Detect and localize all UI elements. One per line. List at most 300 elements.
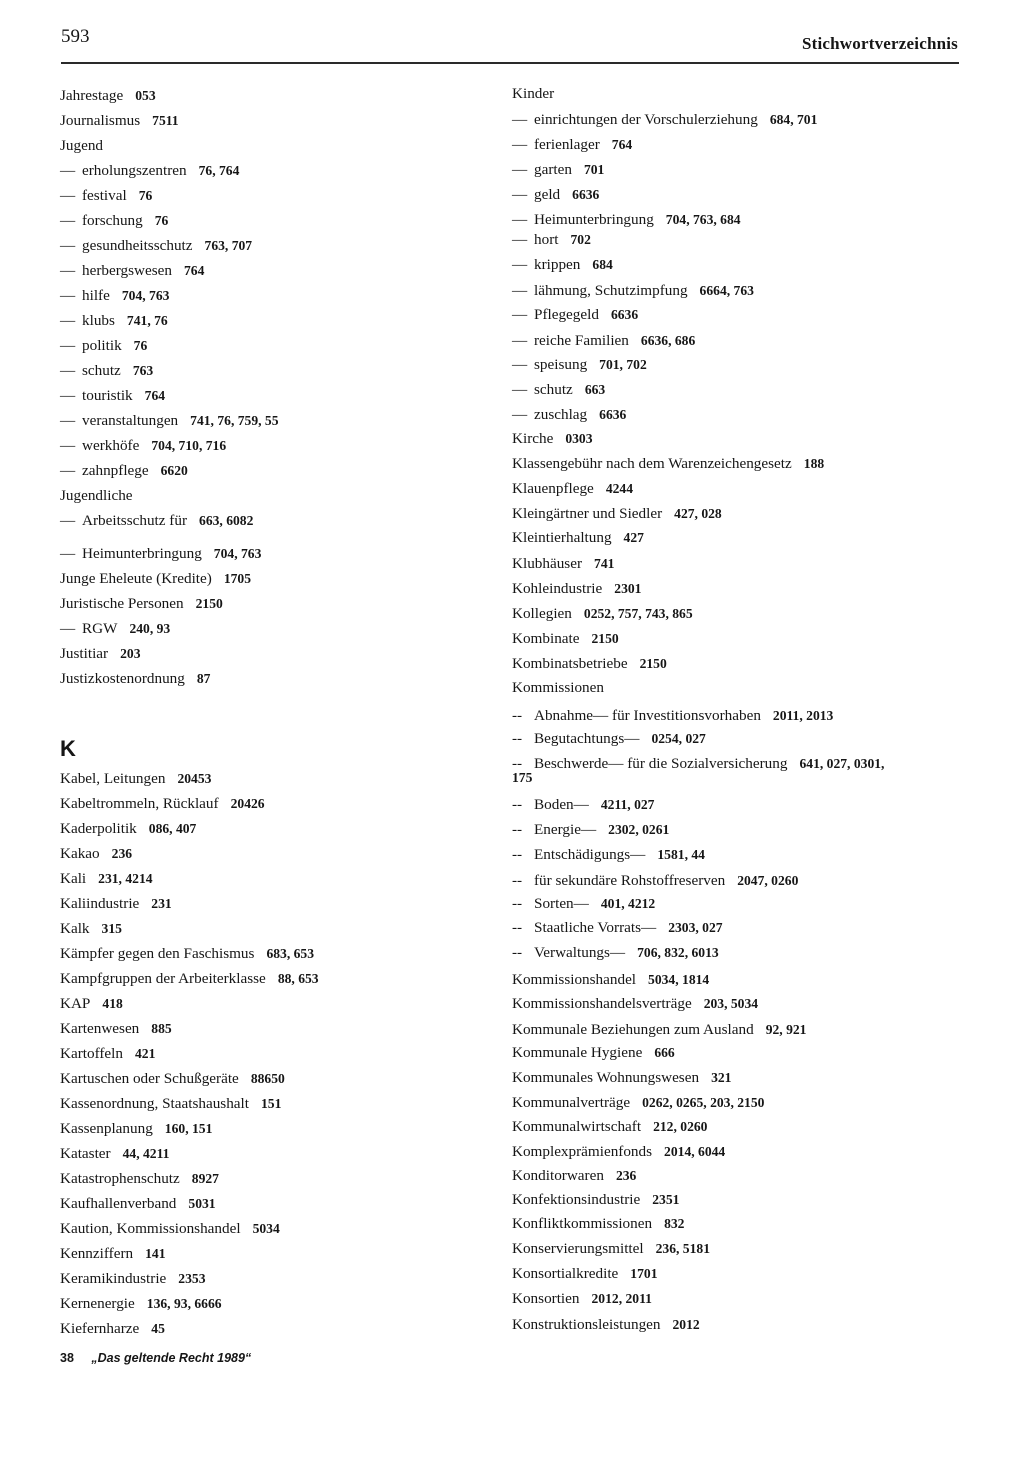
entry-pages: 88, 653 <box>277 971 319 986</box>
entry-term: Kleingärtner und Siedler <box>512 505 663 522</box>
entry-pages: 45 <box>151 1321 165 1336</box>
entry-term: Entschädigungs— <box>534 846 646 863</box>
entry-pages: 1705 <box>223 571 251 586</box>
index-entry <box>60 1269 205 1289</box>
entry-pages: 764 <box>611 137 633 152</box>
entry-pages: 885 <box>151 1021 172 1036</box>
entry-term: Katastrophenschutz <box>60 1170 180 1187</box>
entry-term: Journalismus <box>60 112 141 129</box>
entry-term: Kartuschen oder Schußgeräte <box>60 1070 239 1087</box>
sub-entry-dash: — <box>60 462 76 479</box>
index-entry <box>60 944 314 964</box>
index-entry <box>512 918 723 938</box>
index-entry <box>512 579 641 599</box>
entry-term: touristik <box>82 387 133 404</box>
entry-pages: 7511 <box>152 113 179 128</box>
entry-pages: 4211, 027 <box>600 797 655 812</box>
entry-term: KAP <box>60 995 91 1012</box>
entry-term: Kalk <box>60 920 90 937</box>
index-entry <box>60 386 165 406</box>
entry-term: Kleintierhaltung <box>512 529 612 546</box>
index-entry <box>512 1093 764 1113</box>
index-entry <box>512 160 604 180</box>
entry-pages: 2301 <box>614 581 642 596</box>
index-entry <box>512 230 591 250</box>
entry-pages: 1701 <box>630 1266 658 1281</box>
entry-pages: 315 <box>101 921 122 936</box>
index-entry <box>60 994 123 1014</box>
section-title: Stichwortverzeichnis <box>801 34 958 53</box>
entry-term: Kassenordnung, Staatshaushalt <box>60 1095 249 1112</box>
entry-pages: 76 <box>154 213 169 228</box>
index-entry <box>512 994 758 1014</box>
entry-term: Kartoffeln <box>60 1045 123 1062</box>
index-entry <box>60 569 251 589</box>
entry-term: Beschwerde— für die Sozialversicherung <box>534 755 788 772</box>
index-entry <box>60 1169 219 1189</box>
index-entry <box>512 678 604 698</box>
entry-term: festival <box>82 187 127 204</box>
entry-term: geld <box>534 186 561 203</box>
entry-pages: 2303, 027 <box>668 920 723 935</box>
entry-pages: 203, 5034 <box>703 996 759 1011</box>
sub-entry-dash: — <box>60 187 76 204</box>
index-entry <box>512 654 667 674</box>
entry-term: Justitiar <box>60 645 109 662</box>
index-entry <box>512 255 613 275</box>
entry-term: Kommunale Hygiene <box>512 1044 643 1061</box>
sub-entry-dash: — <box>60 412 76 429</box>
entry-pages: 231 <box>151 896 172 911</box>
index-entry <box>60 136 103 156</box>
footer-sheet-number: 38 <box>60 1351 74 1365</box>
index-entry <box>512 1020 806 1040</box>
entry-term: erholungszentren <box>82 162 187 179</box>
index-entry <box>60 311 168 331</box>
index-entry <box>512 554 614 574</box>
letter-heading <box>60 736 76 762</box>
entry-term: veranstaltungen <box>82 412 179 429</box>
sub-entry-dash: -- <box>512 730 523 747</box>
index-entry <box>60 844 132 864</box>
index-entry <box>60 336 147 356</box>
entry-pages: 427, 028 <box>674 506 722 521</box>
entry-pages: 666 <box>654 1045 675 1060</box>
index-entry <box>512 706 833 726</box>
index-entry <box>512 1264 657 1284</box>
sub-entry-dash: — <box>60 212 76 229</box>
entry-pages: 421 <box>134 1046 156 1061</box>
index-entry <box>60 919 122 939</box>
entry-pages: 212, 0260 <box>653 1119 708 1134</box>
index-entry <box>60 1319 165 1339</box>
entry-term: Jugend <box>60 137 104 154</box>
entry-pages: 160, 151 <box>164 1121 213 1136</box>
entry-pages: 4244 <box>605 481 633 496</box>
sub-entry-dash: — <box>512 306 528 323</box>
index-entry <box>512 1239 710 1259</box>
index-entry <box>60 161 239 181</box>
entry-pages: 701, 702 <box>599 357 647 372</box>
entry-pages: 87 <box>196 671 211 686</box>
entry-pages: 763, 707 <box>204 238 253 253</box>
entry-term: Klassengebühr nach dem Warenzeichengesetz <box>512 455 792 472</box>
entry-pages-continued: 175 <box>512 770 533 785</box>
entry-term: Konsortialkredite <box>512 1265 619 1282</box>
index-entry <box>512 135 632 155</box>
entry-term: hort <box>534 231 559 248</box>
index-entry <box>512 84 554 104</box>
sub-entry-dash: — <box>512 161 528 178</box>
entry-pages: 0262, 0265, 203, 2150 <box>642 1095 765 1110</box>
entry-pages: 76 <box>138 188 153 203</box>
entry-pages: 231, 4214 <box>98 871 153 886</box>
index-entry <box>512 1068 731 1088</box>
sub-entry-dash: — <box>512 381 528 398</box>
entry-term: Arbeitsschutz für <box>82 512 188 529</box>
entry-pages: 2150 <box>195 596 223 611</box>
entry-term: reiche Familien <box>534 332 629 349</box>
index-entry <box>512 845 705 865</box>
index-entry <box>60 436 226 456</box>
index-entry <box>60 669 210 689</box>
entry-term: Kaderpolitik <box>60 820 137 837</box>
entry-term: Kampfgruppen der Arbeiterklasse <box>60 970 266 987</box>
entry-term: Kartenwesen <box>60 1020 140 1037</box>
index-entry <box>512 1289 652 1309</box>
entry-term: Kirche <box>512 430 554 447</box>
sub-entry-dash: — <box>60 312 76 329</box>
entry-term: Juristische Personen <box>60 595 184 612</box>
entry-pages: 741, 76 <box>126 313 168 328</box>
index-entry <box>60 819 196 839</box>
page-footer <box>60 1351 251 1365</box>
entry-pages: 2047, 0260 <box>737 873 799 888</box>
entry-pages: 6636 <box>599 407 627 422</box>
sub-entry-dash: — <box>512 256 528 273</box>
entry-term: Staatliche Vorrats— <box>534 919 657 936</box>
index-entry <box>60 511 253 531</box>
entry-pages: 136, 93, 6666 <box>146 1296 222 1311</box>
entry-term: Kernenergie <box>60 1295 135 1312</box>
entry-pages: 702 <box>570 232 591 247</box>
entry-pages: 2150 <box>591 631 619 646</box>
entry-term: Pflegegeld <box>534 306 599 323</box>
entry-pages: 2150 <box>639 656 667 671</box>
index-entry <box>512 871 798 891</box>
entry-pages: 663, 6082 <box>199 513 254 528</box>
index-entry <box>60 644 140 664</box>
index-entry <box>512 281 754 301</box>
entry-term: Kinder <box>512 85 555 102</box>
entry-pages: 763 <box>132 363 154 378</box>
entry-term: Kiefernharze <box>60 1320 140 1337</box>
entry-pages: 0303 <box>565 431 593 446</box>
entry-term: Kakao <box>60 845 100 862</box>
index-entry <box>60 1244 165 1264</box>
sub-entry-dash: — <box>512 231 528 248</box>
entry-pages: 2012 <box>672 1317 700 1332</box>
sub-entry-dash: -- <box>512 707 523 724</box>
sub-entry-dash: — <box>60 362 76 379</box>
entry-term: Sorten— <box>534 895 589 912</box>
entry-term: Kali <box>60 870 87 887</box>
entry-term: schutz <box>82 362 121 379</box>
index-entry <box>512 1214 684 1234</box>
entry-pages: 76 <box>133 338 148 353</box>
entry-pages: 321 <box>711 1070 732 1085</box>
entry-pages: 764 <box>144 388 166 403</box>
entry-pages: 76, 764 <box>198 163 240 178</box>
entry-term: Konsortien <box>512 1290 580 1307</box>
entry-pages: 704, 710, 716 <box>151 438 227 453</box>
entry-pages: 236 <box>111 846 133 861</box>
index-entry <box>60 361 153 381</box>
index-entry <box>512 355 647 375</box>
sub-entry-dash: — <box>60 162 76 179</box>
sub-entry-dash: — <box>512 111 528 128</box>
index-entry <box>60 794 265 814</box>
entry-pages: 053 <box>135 88 156 103</box>
footer-reference: „Das geltende Recht 1989“ <box>91 1351 252 1365</box>
entry-term: Boden— <box>534 796 589 813</box>
entry-pages: 418 <box>102 996 123 1011</box>
index-entry <box>512 305 638 325</box>
entry-pages: 741 <box>594 556 615 571</box>
sub-entry-dash: — <box>60 512 76 529</box>
index-entry <box>60 869 153 889</box>
entry-term: politik <box>82 337 122 354</box>
entry-term: garten <box>534 161 572 178</box>
entry-term: ferienlager <box>534 136 600 153</box>
index-entry <box>512 1043 675 1063</box>
entry-pages: 151 <box>260 1096 282 1111</box>
entry-pages: 2014, 6044 <box>664 1144 726 1159</box>
entry-pages: 832 <box>664 1216 685 1231</box>
entry-term: klubs <box>82 312 115 329</box>
index-entry <box>60 619 170 639</box>
index-entry <box>60 1044 155 1064</box>
entry-term: Konservierungsmittel <box>512 1240 644 1257</box>
entry-pages: 188 <box>803 456 825 471</box>
entry-term: Kommissionshandelsverträge <box>512 995 692 1012</box>
entry-pages: 5031 <box>188 1196 216 1211</box>
index-entry <box>60 544 261 564</box>
entry-term: Konfliktkommissionen <box>512 1215 653 1232</box>
sub-entry-dash: — <box>512 186 528 203</box>
entry-pages: 6636 <box>572 187 600 202</box>
entry-pages: 663 <box>584 382 606 397</box>
entry-pages: 203 <box>120 646 141 661</box>
entry-term: zahnpflege <box>82 462 149 479</box>
index-entry <box>60 261 204 281</box>
entry-pages: 236 <box>615 1168 637 1183</box>
sub-entry-dash: — <box>512 211 528 228</box>
index-entry <box>60 486 133 506</box>
entry-term: Kombinatsbetriebe <box>512 655 628 672</box>
entry-pages: 6620 <box>160 463 188 478</box>
entry-term: Kommissionshandel <box>512 971 637 988</box>
entry-pages: 6636 <box>610 307 639 322</box>
entry-term: Heimunterbringung <box>82 545 202 562</box>
entry-term: Energie— <box>534 821 597 838</box>
index-entry <box>60 411 279 431</box>
entry-term: hilfe <box>82 287 110 304</box>
index-entry <box>60 1294 222 1314</box>
index-entry <box>512 429 593 449</box>
index-entry <box>512 380 605 400</box>
index-entry <box>512 1166 636 1186</box>
index-entry <box>512 604 693 624</box>
index-entry <box>512 110 817 130</box>
entry-pages: 240, 93 <box>129 621 171 636</box>
entry-pages: 0254, 027 <box>651 731 706 746</box>
entry-term: Kommunale Beziehungen zum Ausland <box>512 1021 754 1038</box>
index-entry <box>60 186 152 206</box>
sub-entry-dash: — <box>60 620 76 637</box>
sub-entry-dash: — <box>512 356 528 373</box>
sub-entry-dash: -- <box>512 919 523 936</box>
entry-pages: 6636, 686 <box>640 333 696 348</box>
index-entry <box>60 969 319 989</box>
entry-term: Konditorwaren <box>512 1167 604 1184</box>
entry-term: K <box>60 736 76 761</box>
sub-entry-dash: -- <box>512 796 523 813</box>
index-entry <box>512 405 626 425</box>
entry-term: Kommunalverträge <box>512 1094 631 1111</box>
entry-pages: 2351 <box>652 1192 680 1207</box>
sub-entry-dash: — <box>60 437 76 454</box>
sub-entry-dash: -- <box>512 821 523 838</box>
entry-pages: 684 <box>592 257 613 272</box>
index-entry <box>512 454 824 474</box>
entry-pages: 92, 921 <box>765 1022 807 1037</box>
entry-pages: 20453 <box>177 771 212 786</box>
entry-term: gesundheitsschutz <box>82 237 193 254</box>
entry-term: Klauenpflege <box>512 480 594 497</box>
entry-term: Kabel, Leitungen <box>60 770 166 787</box>
sub-entry-dash: — <box>60 337 76 354</box>
entry-term: zuschlag <box>534 406 588 423</box>
sub-entry-dash: — <box>60 545 76 562</box>
entry-pages: 704, 763, 684 <box>665 212 741 227</box>
entry-pages: 086, 407 <box>148 821 197 836</box>
entry-term: Kassenplanung <box>60 1120 153 1137</box>
entry-term: einrichtungen der Vorschulerziehung <box>534 111 758 128</box>
entry-pages: 44, 4211 <box>122 1146 170 1161</box>
index-entry <box>60 769 211 789</box>
entry-term: Kataster <box>60 1145 111 1162</box>
index-entry <box>512 479 633 499</box>
index-entry <box>512 504 722 524</box>
sub-entry-dash: -- <box>512 872 523 889</box>
entry-term: Justizkostenordnung <box>60 670 185 687</box>
sub-entry-dash: — <box>60 287 76 304</box>
index-entry <box>512 331 695 351</box>
index-entry <box>60 1019 172 1039</box>
entry-term: Kennziffern <box>60 1245 134 1262</box>
entry-pages: 683, 653 <box>266 946 315 961</box>
entry-pages: 2012, 2011 <box>591 1291 652 1306</box>
entry-term: Kaufhallenverband <box>60 1195 177 1212</box>
entry-term: Kommunalwirtschaft <box>512 1118 642 1135</box>
entry-term: krippen <box>534 256 581 273</box>
index-entry <box>512 894 655 914</box>
entry-pages: 141 <box>145 1246 166 1261</box>
header-rule <box>61 62 959 64</box>
entry-pages: 236, 5181 <box>655 1241 710 1256</box>
entry-term: Junge Eheleute (Kredite) <box>60 570 212 587</box>
entry-term: werkhöfe <box>82 437 140 454</box>
index-entry <box>512 729 706 749</box>
index-entry <box>60 894 172 914</box>
entry-term: Keramikindustrie <box>60 1270 167 1287</box>
entry-term: Konfektionsindustrie <box>512 1191 641 1208</box>
index-entry <box>60 1194 216 1214</box>
sub-entry-dash: -- <box>512 755 523 772</box>
index-entry <box>512 629 619 649</box>
index-entry <box>512 1142 725 1162</box>
index-entry <box>60 1069 285 1089</box>
sub-entry-dash: -- <box>512 846 523 863</box>
sub-entry-dash: -- <box>512 895 523 912</box>
entry-pages: 401, 4212 <box>600 896 656 911</box>
entry-pages: 684, 701 <box>769 112 818 127</box>
entry-pages: 704, 763 <box>121 288 170 303</box>
entry-term: für sekundäre Rohstoffreserven <box>534 872 726 889</box>
index-entry <box>60 1144 169 1164</box>
entry-pages: 0252, 757, 743, 865 <box>583 606 693 621</box>
index-entry <box>512 820 669 840</box>
entry-term: Komplexprämienfonds <box>512 1143 653 1160</box>
entry-term: forschung <box>82 212 143 229</box>
entry-pages: 427 <box>623 530 644 545</box>
sub-entry-dash: — <box>60 237 76 254</box>
sub-entry-dash: — <box>512 282 528 299</box>
entry-pages: 5034, 1814 <box>648 972 710 987</box>
entry-term: Kombinate <box>512 630 580 647</box>
entry-term: Kämpfer gegen den Faschismus <box>60 945 255 962</box>
entry-term: Begutachtungs— <box>534 730 640 747</box>
entry-term: Heimunterbringung <box>534 211 654 228</box>
index-entry <box>60 211 168 231</box>
entry-pages: 20426 <box>230 796 265 811</box>
entry-term: herbergswesen <box>82 262 172 279</box>
index-entry <box>512 210 741 230</box>
entry-pages: 701 <box>583 162 605 177</box>
entry-pages: 706, 832, 6013 <box>637 945 719 960</box>
index-entry <box>60 86 156 106</box>
entry-term: Jugendliche <box>60 487 133 504</box>
entry-term: Kommissionen <box>512 679 604 696</box>
index-entry <box>60 111 179 131</box>
entry-term: RGW <box>82 620 118 637</box>
index-entry <box>512 1190 679 1210</box>
index-entry <box>60 1094 281 1114</box>
index-entry <box>60 236 252 256</box>
entry-term: Kollegien <box>512 605 572 622</box>
entry-term: Abnahme— für Investitionsvorhaben <box>534 707 761 724</box>
entry-term: lähmung, Schutzimpfung <box>534 282 688 299</box>
entry-pages: 8927 <box>191 1171 219 1186</box>
entry-pages: 2353 <box>178 1271 206 1286</box>
entry-pages: 704, 763 <box>213 546 262 561</box>
entry-term: Kabeltrommeln, Rücklauf <box>60 795 219 812</box>
entry-pages: 764 <box>183 263 205 278</box>
sub-entry-dash: — <box>512 136 528 153</box>
sub-entry-dash: — <box>512 406 528 423</box>
sub-entry-dash: — <box>60 387 76 404</box>
